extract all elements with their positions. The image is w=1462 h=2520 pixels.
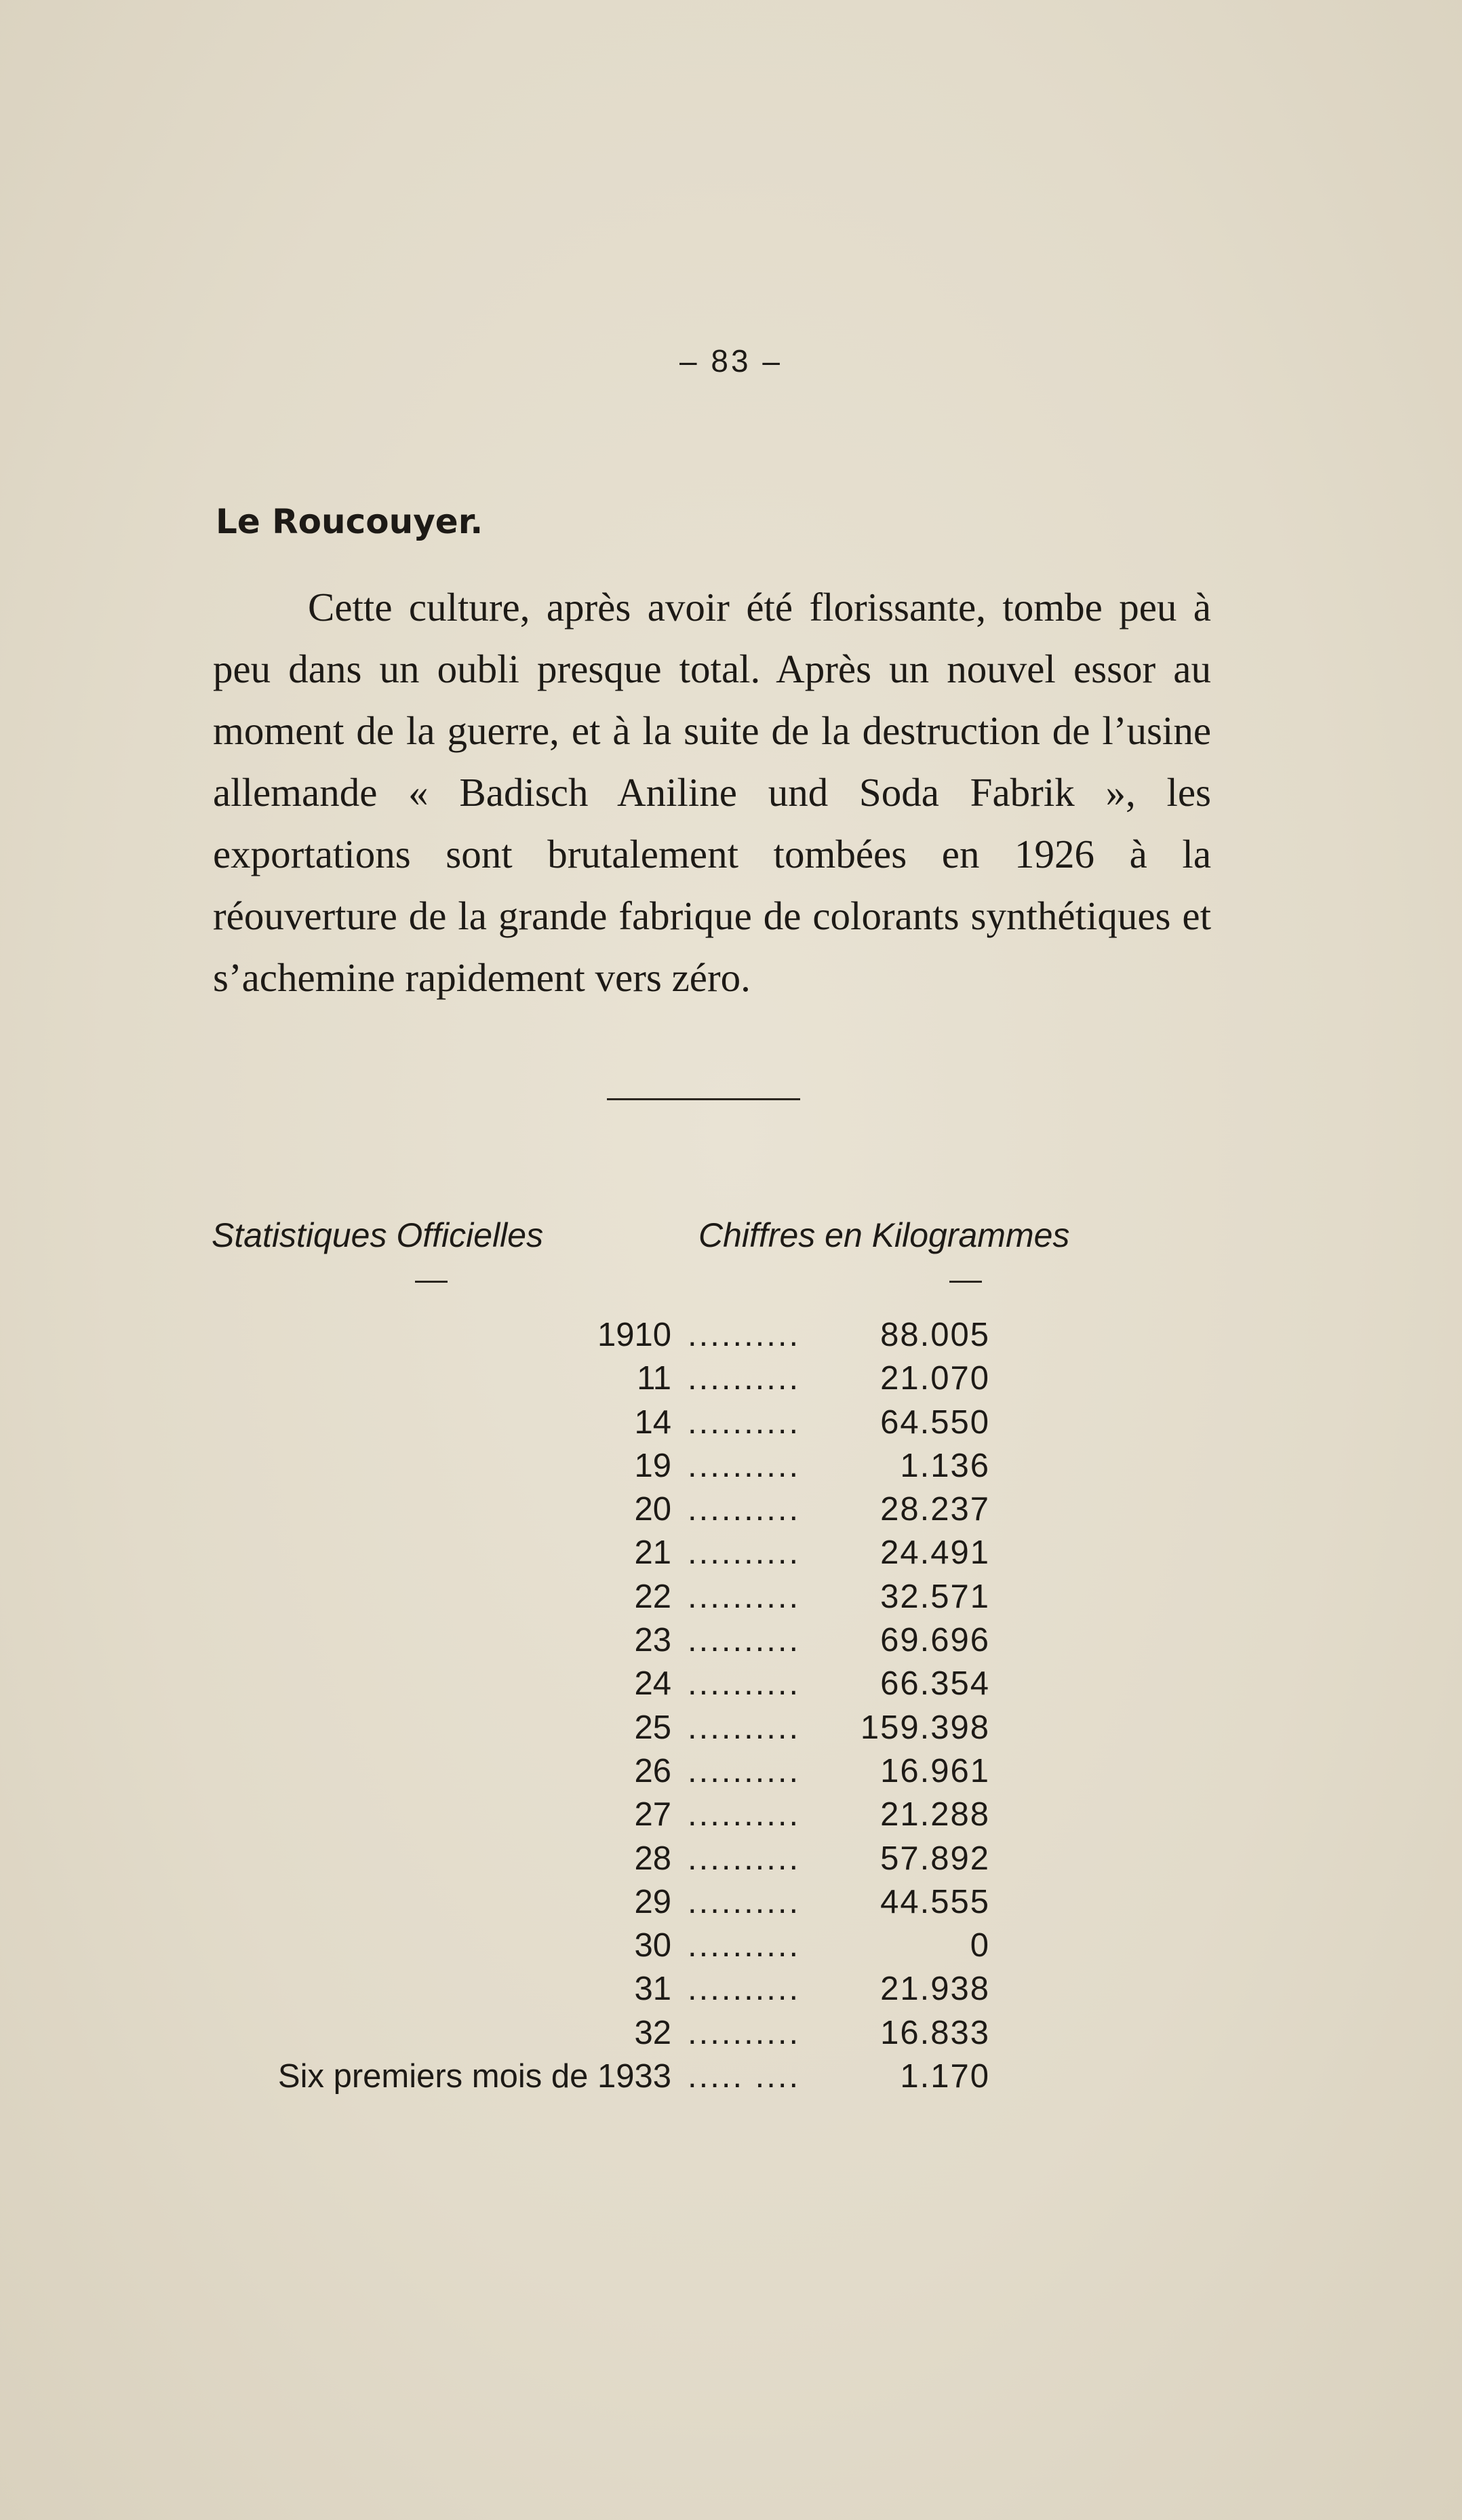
row-year: 1910 [597, 1317, 671, 1353]
table-row [203, 1444, 1038, 1488]
row-value: 16.833 [880, 2014, 990, 2051]
body-paragraph: Cette culture, après avoir été florissante, tombe peu à peu dans un oubli presque total. Après un nouvel essor au moment de la guerre, et à la suite de la destruction de l’usine allemande « Badisch Aniline und Soda Fabrik », les exportations sont brutalement tombées en 1926 à la réouverture de la grande fabrique de colorants synthétiques et s’achemine rapidement vers zéro. [213, 585, 1211, 1000]
row-year: 32 [634, 2014, 671, 2051]
row-year: 11 [637, 1360, 671, 1397]
row-leader-dots: ..... .... [688, 2058, 801, 2095]
row-leader-dots: .......... [688, 1709, 801, 1746]
row-year: 22 [634, 1578, 671, 1615]
row-leader-dots: .......... [688, 1534, 801, 1572]
row-leader-dots: .......... [688, 1971, 801, 2008]
row-leader-dots: .......... [688, 1403, 801, 1441]
page-number: – 83 – [679, 343, 783, 379]
row-year: 24 [634, 1665, 671, 1703]
table-row [203, 1793, 1038, 1836]
row-value: 64.550 [880, 1403, 990, 1441]
table-row [203, 1618, 1038, 1662]
table-row [203, 1531, 1038, 1574]
column-dash-left [415, 1281, 448, 1283]
row-year: 27 [634, 1796, 671, 1834]
row-year: 29 [634, 1883, 671, 1920]
row-value: 44.555 [880, 1883, 990, 1920]
table-row [203, 1967, 1038, 2011]
row-year: 23 [634, 1622, 671, 1659]
row-value: 21.070 [880, 1360, 990, 1397]
table-row [203, 1401, 1038, 1444]
table-row [203, 1706, 1038, 1749]
table-row [203, 2011, 1038, 2055]
row-leader-dots: .......... [688, 2014, 801, 2051]
table-row [203, 1575, 1038, 1618]
row-value: 21.288 [880, 1796, 990, 1834]
row-leader-dots: .......... [688, 1665, 801, 1703]
column-header-kilograms: Chiffres en Kilogrammes [698, 1216, 1070, 1254]
row-leader-dots: .......... [688, 1883, 801, 1920]
row-year: 30 [634, 1927, 671, 1964]
row-year: 26 [634, 1752, 671, 1789]
row-value: 16.961 [880, 1752, 990, 1789]
table-row [203, 1837, 1038, 1880]
row-year: 31 [634, 1971, 671, 2008]
row-value: 0 [970, 1927, 990, 1964]
row-leader-dots: .......... [688, 1317, 801, 1353]
row-year: 28 [634, 1840, 671, 1877]
statistics-table [203, 1313, 1038, 2098]
row-value: 57.892 [880, 1840, 990, 1877]
row-leader-dots: .......... [688, 1491, 801, 1528]
row-value: 88.005 [880, 1317, 990, 1353]
row-value: 21.938 [880, 1971, 990, 2008]
table-row [203, 1880, 1038, 1924]
row-value: 32.571 [880, 1578, 990, 1615]
row-leader-dots: .......... [688, 1927, 801, 1964]
section-heading: Le Roucouyer. [216, 502, 483, 541]
column-dash-right [949, 1281, 982, 1283]
row-year: 19 [634, 1447, 671, 1484]
row-value: 1.136 [900, 1447, 990, 1484]
row-leader-dots: .......... [688, 1840, 801, 1877]
row-value: 1.170 [900, 2058, 990, 2095]
row-value: 159.398 [860, 1709, 990, 1746]
row-value: 24.491 [880, 1534, 990, 1572]
table-row [203, 2055, 1038, 2098]
row-leader-dots: .......... [688, 1578, 801, 1615]
section-divider [607, 1098, 800, 1100]
row-year: 20 [634, 1491, 671, 1528]
row-year: 21 [634, 1534, 671, 1572]
table-row [203, 1662, 1038, 1705]
row-leader-dots: .......... [688, 1447, 801, 1484]
row-value: 69.696 [880, 1622, 990, 1659]
table-row [203, 1488, 1038, 1531]
row-leader-dots: .......... [688, 1622, 801, 1659]
table-row [203, 1357, 1038, 1400]
row-leader-dots: .......... [688, 1360, 801, 1397]
table-row [203, 1313, 1038, 1357]
table-row [203, 1749, 1038, 1793]
row-year: 25 [634, 1709, 671, 1746]
column-header-statistics: Statistiques Officielles [212, 1216, 544, 1254]
row-value: 28.237 [880, 1491, 990, 1528]
table-row [203, 1924, 1038, 1967]
row-year: 14 [634, 1403, 671, 1441]
row-leader-dots: .......... [688, 1752, 801, 1789]
row-year: Six premiers mois de 1933 [277, 2058, 671, 2095]
row-value: 66.354 [880, 1665, 990, 1703]
row-leader-dots: .......... [688, 1796, 801, 1834]
